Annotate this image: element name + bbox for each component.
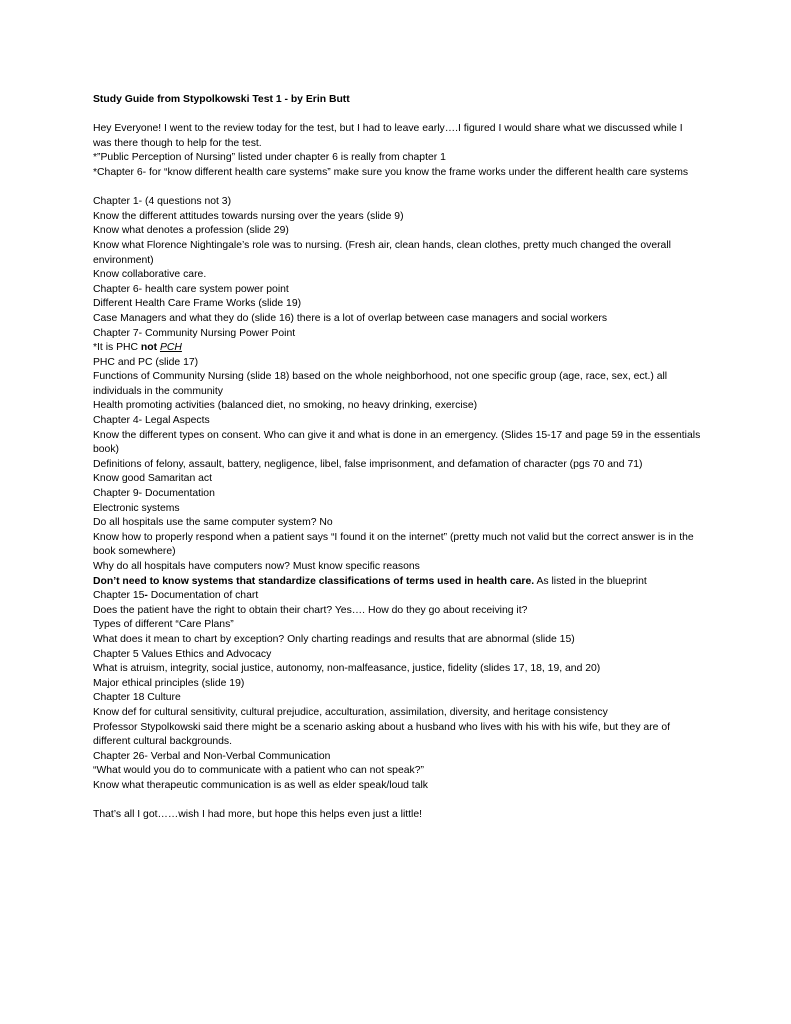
text-line: Why do all hospitals have computers now? Must know specific reasons <box>93 561 420 572</box>
bold-note-line <box>93 575 703 590</box>
line-chapter-6: Chapter 6- health care system power point <box>93 283 289 295</box>
text-line: Different Health Care Frame Works (slide 19) <box>93 298 302 310</box>
line-chapter-7: Chapter 7- Community Nursing Power Point <box>93 327 296 339</box>
text-line: Do all hospitals use the same computer system? No <box>93 517 333 529</box>
text-line: Types of different “Care Plans” <box>93 619 234 631</box>
phc-note-line <box>93 341 703 356</box>
line-chapter-4: Chapter 4- Legal Aspects <box>93 415 210 427</box>
text-line: Know what denotes a profession (slide 29) <box>93 225 289 237</box>
text-line: Know what therapeutic communication is as well as elder speak/loud talk <box>93 779 428 791</box>
intro-note-public-perception: *”Public Perception of Nursing” listed under chapter 6 is really from chapter 1 <box>93 152 446 164</box>
text-line: Case Managers and what they do (slide 16) there is a lot of overlap between case managers and social workers <box>93 312 608 324</box>
line-chapter-5: Chapter 5 Values Ethics and Advocacy <box>93 648 272 660</box>
text-line: Does the patient have the right to obtain their chart? Yes…. How do they go about receiving it? <box>93 604 528 616</box>
text-line: PHC and PC (slide 17) <box>93 356 199 368</box>
line-chapter-15 <box>93 589 703 604</box>
intro-paragraph: Hey Everyone! I went to the review today for the test, but I had to leave early….I figured I would share what we discussed while I was there though to help for the test. <box>93 123 683 149</box>
blank-line <box>93 794 703 809</box>
phc-note-prefix: *It is PHC <box>93 342 141 354</box>
chapter-15-dash: - <box>144 590 148 602</box>
text-line: Know collaborative care. <box>93 269 207 281</box>
bold-note-text: Don’t need to know systems that standardize classifications of terms used in health care. <box>93 575 535 587</box>
line-chapter-18: Chapter 18 Culture <box>93 692 181 704</box>
chapter-15-prefix: Chapter 15 <box>93 590 145 602</box>
text-line: Major ethical principles (slide 19) <box>93 677 245 689</box>
text-line: Professor Stypolkowski said there might be a scenario asking about a husband who lives with his with his wife, but they are of different cultural backgrounds. <box>93 721 670 748</box>
text-line: Health promoting activities (balanced diet, no smoking, no heavy drinking, exercise) <box>93 400 478 412</box>
text-line: Definitions of felony, assault, battery, negligence, libel, false imprisonment, and defamation of character (pgs 70 and 71) <box>93 458 643 470</box>
text-line: Know the different attitudes towards nursing over the years (slide 9) <box>93 210 404 222</box>
text-line: What does it mean to chart by exception? Only charting readings and results that are abnormal (slide 15) <box>93 633 575 645</box>
line-chapter-9: Chapter 9- Documentation <box>93 488 215 500</box>
document-body <box>93 93 703 823</box>
line-chapter-1: Chapter 1- (4 questions not 3) <box>93 196 232 208</box>
intro-note-chapter-6: *Chapter 6- for “know different health care systems” make sure you know the frame works under the different health care systems <box>93 166 689 178</box>
text-line: “What would you do to communicate with a patient who can not speak?” <box>93 765 424 777</box>
text-line: Know how to properly respond when a patient says “I found it on the internet” (pretty much not valid but the correct answer is in the book somewhere) <box>93 531 694 558</box>
blank-line <box>93 181 703 196</box>
chapter-15-rest: Documentation of chart <box>147 590 259 602</box>
text-line: What is atruism, integrity, social justice, autonomy, non-malfeasance, justice, fidelity (slides 17, 18, 19, and 20) <box>93 663 601 675</box>
bold-note-rest: As listed in the blueprint <box>534 575 647 587</box>
text-line: Know the different types on consent. Who can give it and what is done in an emergency. (Slides 15-17 and page 59 in the essentials book) <box>93 429 701 456</box>
text-line: Know good Samaritan act <box>93 473 212 485</box>
text-line: Functions of Community Nursing (slide 18) based on the whole neighborhood, not one specific group (age, race, sex, ect.) all individuals in the community <box>93 371 668 397</box>
phc-note-bold: not <box>140 342 158 354</box>
document-title: Study Guide from Stypolkowski Test 1 - by Erin Butt <box>93 94 350 105</box>
phc-note-italic: PCH <box>159 342 182 354</box>
line-chapter-26: Chapter 26- Verbal and Non-Verbal Communication <box>93 750 331 762</box>
text-line: Know what Florence Nightingale’s role was to nursing. (Fresh air, clean hands, clean clothes, pretty much changed the overall environment) <box>93 239 671 266</box>
closing-line: That’s all I got……wish I had more, but hope this helps even just a little! <box>93 809 423 821</box>
text-line: Know def for cultural sensitivity, cultural prejudice, acculturation, assimilation, diversity, and heritage consistency <box>93 706 608 718</box>
text-line: Electronic systems <box>93 502 180 514</box>
